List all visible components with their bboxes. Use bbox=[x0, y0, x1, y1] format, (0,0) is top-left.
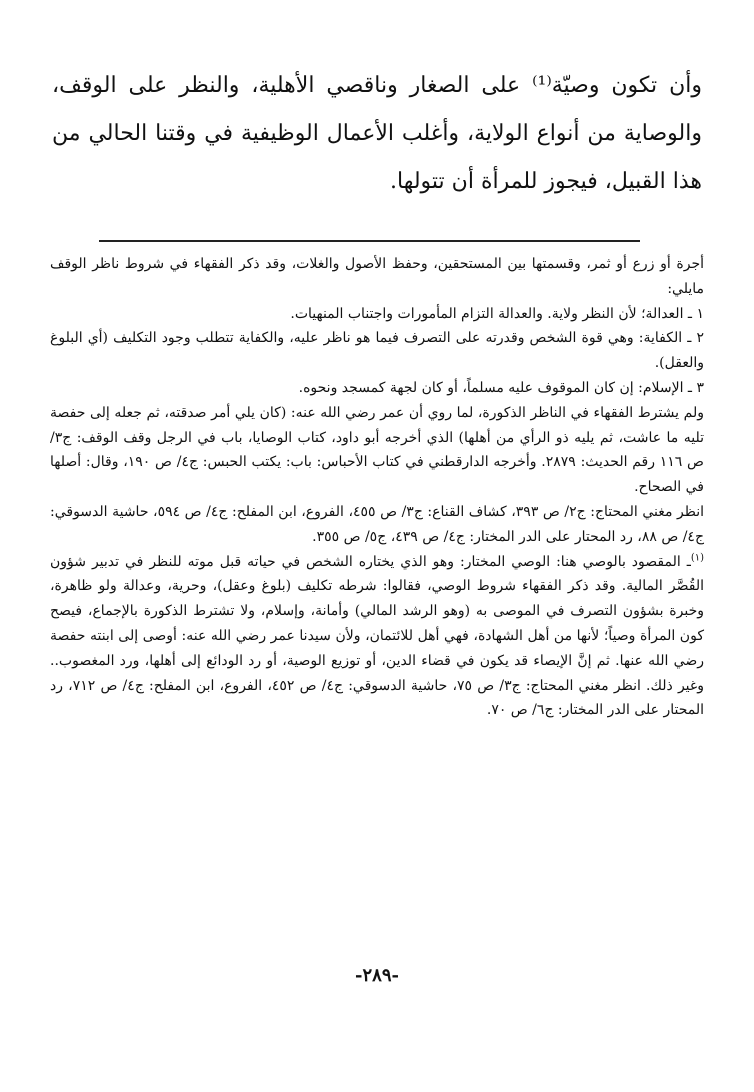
footnote-1 bbox=[50, 550, 704, 724]
footnote-line: ولم يشترط الفقهاء في الناظر الذكورة، لما روي أن عمر رضي الله عنه: (كان يلي أمر صدقته، ثم جعله إلى حفصة تليه ما عاشت، ثم يليه ذو الرأي من أهلها) الذي أخرجه أبو داود، كتاب الوصايا، باب في الرجل وقف الوقف: ج٣/ ص ١١٦ رقم الحديث: ٢٨٧٩. وأخرجه الدارقطني في كتاب الأحباس: باب: يكتب الحبس: ج٤/ ص ١٩٠، وقال: أصلها في الصحاح. bbox=[50, 404, 704, 496]
footnote-line: ٣ ـ الإسلام: إن كان الموقوف عليه مسلماً، أو كان لجهة كمسجد ونحوه. bbox=[298, 379, 704, 396]
footnote-1-text: ـ المقصود بالوصي هنا: الوصي المختار: وهو الذي يختاره الشخص في حياته قبل موته للنظر في تدبير شؤون القُصَّر المالية. وقد ذكر الفقهاء شروط الوصي، فقالوا: شرطه تكليف (بلوغ وعقل)، وحرية، وعدالة ولو ظاهرة، وخبرة بشؤون التصرف في الموصى به (وهو الرشد المالي) وأمانة، وإسلام، ولا تشترط الذكورة بالإجماع، فيصح كون المرأة وصياً؛ لأنها من أهل الشهادة، فهي أهل للائتمان، ولأن سيدنا عمر رضي الله عنه: أوصى إلى ابنته حفصة رضي الله عنها. ثم إنَّ الإيصاء قد يكون في قضاء الدين، أو توزيع الوصية، أو رد الودائع إلى أهلها، ورد المغصوب.. وغير ذلك. انظر مغني المحتاج: ج٣/ ص ٧٥، حاشية الدسوقي: ج٤/ ص ٤٥٢، الفروع، ابن المفلح: ج٤/ ص ٧١٢، رد المحتار على الدر المختار: ج٦/ ص ٧٠. bbox=[50, 553, 704, 719]
page-number: -٢٨٩- bbox=[355, 965, 399, 986]
footnote-1-marker: (١) bbox=[690, 551, 704, 563]
footnote-line: انظر مغني المحتاج: ج٢/ ص ٣٩٣، كشاف القناع: ج٣/ ص ٤٥٥، الفروع، ابن المفلح: ج٤/ ص ٥٩٤، حاشية الدسوقي: ج٤/ ص ٨٨، رد المحتار على الدر المختار: ج٤/ ص ٤٣٩، ج٥/ ص ٣٥٥. bbox=[50, 503, 705, 545]
footnote-line: ١ ـ العدالة؛ لأن النظر ولاية. والعدالة التزام المأمورات واجتناب المنهيات. bbox=[290, 305, 704, 322]
footnote-divider bbox=[99, 240, 640, 242]
main-paragraph: وأن تكون وصيّة⁽¹⁾ على الصغار وناقصي الأهلية، والنظر على الوقف، والوصاية من أنواع الولاية، وأغلب الأعمال الوظيفية في وقتنا الحالي من هذا القبيل، فيجوز للمرأة أن تتولها. bbox=[52, 73, 702, 194]
footnotes-section bbox=[50, 252, 704, 723]
footnote-line: ٢ ـ الكفاية: وهي قوة الشخص وقدرته على التصرف فيما هو ناظر عليه، والكفاية تتطلب وجود التكليف (أي البلوغ والعقل). bbox=[50, 330, 704, 372]
footnote-line: أجرة أو زرع أو ثمر، وقسمتها بين المستحقين، وحفظ الأصول والغلات، وقد ذكر الفقهاء في شروط ناظر الوقف مايلي: bbox=[50, 256, 704, 297]
